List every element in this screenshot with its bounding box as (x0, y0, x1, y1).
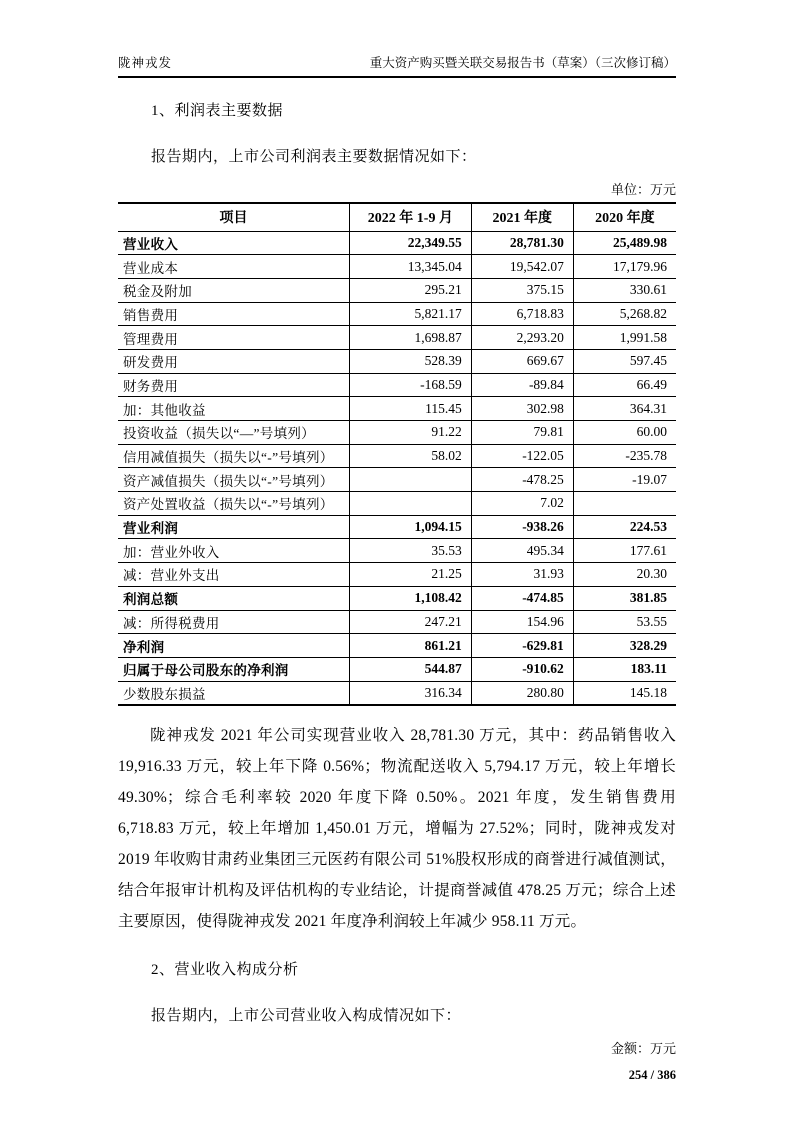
cell-value: 19,542.07 (471, 255, 573, 279)
section-2-intro: 报告期内，上市公司营业收入构成情况如下： (151, 1007, 462, 1024)
table-row (118, 373, 676, 397)
cell-value: -19.07 (573, 468, 676, 492)
cell-value: 861.21 (350, 634, 472, 658)
running-header (118, 53, 676, 78)
cell-value: 177.61 (573, 539, 676, 563)
cell-value: 145.18 (573, 681, 676, 705)
row-label: 销售费用 (118, 302, 350, 326)
cell-value: -89.84 (471, 373, 573, 397)
row-label: 营业收入 (118, 231, 350, 255)
cell-value: 364.31 (573, 397, 676, 421)
row-label: 归属于母公司股东的净利润 (118, 657, 350, 681)
table-row (118, 681, 676, 705)
cell-value (573, 492, 676, 516)
cell-value: 302.98 (471, 397, 573, 421)
row-label: 加：其他收益 (118, 397, 350, 421)
page-number: 254 / 386 (628, 1067, 676, 1082)
section-2-heading: 2、营业收入构成分析 (151, 961, 299, 978)
table-row (118, 634, 676, 658)
section-1-intro: 报告期内，上市公司利润表主要数据情况如下： (151, 149, 477, 165)
cell-value: 295.21 (350, 278, 472, 302)
row-label: 财务费用 (118, 373, 350, 397)
cell-value: 280.80 (471, 681, 573, 705)
cell-value: 544.87 (350, 657, 472, 681)
cell-value: 1,094.15 (350, 515, 472, 539)
table-row (118, 302, 676, 326)
header-document-title: 重大资产购买暨关联交易报告书（草案）（三次修订稿） (369, 56, 676, 70)
cell-value: 183.11 (573, 657, 676, 681)
cell-value: 495.34 (471, 539, 573, 563)
table-row (118, 586, 676, 610)
cell-value: 79.81 (471, 421, 573, 445)
row-label: 减：所得税费用 (118, 610, 350, 634)
cell-value: 375.15 (471, 278, 573, 302)
cell-value: 22,349.55 (350, 231, 472, 255)
cell-value: 5,268.82 (573, 302, 676, 326)
cell-value: -122.05 (471, 444, 573, 468)
table-row (118, 657, 676, 681)
cell-value: 53.55 (573, 610, 676, 634)
cell-value: 1,108.42 (350, 586, 472, 610)
table-unit-note: 单位：万元 (610, 182, 676, 197)
cell-value: -938.26 (471, 515, 573, 539)
cell-value: 247.21 (350, 610, 472, 634)
cell-value: 154.96 (471, 610, 573, 634)
header-company-name: 陇神戎发 (118, 56, 173, 70)
row-label: 加：营业外收入 (118, 539, 350, 563)
cell-value: 31.93 (471, 563, 573, 587)
cell-value: 28,781.30 (471, 231, 573, 255)
cell-value: 528.39 (350, 349, 472, 373)
table-row (118, 515, 676, 539)
cell-value: 328.29 (573, 634, 676, 658)
cell-value (350, 492, 472, 516)
cell-value: 35.53 (350, 539, 472, 563)
cell-value: -474.85 (471, 586, 573, 610)
cell-value: 330.61 (573, 278, 676, 302)
row-label: 营业成本 (118, 255, 350, 279)
cell-value: 58.02 (350, 444, 472, 468)
cell-value: 60.00 (573, 421, 676, 445)
table-row (118, 278, 676, 302)
cell-value: 2,293.20 (471, 326, 573, 350)
row-label: 研发费用 (118, 349, 350, 373)
table-row (118, 539, 676, 563)
table-row (118, 421, 676, 445)
table-body (118, 231, 676, 705)
cell-value: -478.25 (471, 468, 573, 492)
cell-value (350, 468, 472, 492)
income-statement-table (118, 202, 676, 706)
table-header-row (118, 203, 676, 231)
row-label: 投资收益（损失以“—”号填列） (118, 421, 350, 445)
section-1-heading: 1、利润表主要数据 (151, 103, 284, 119)
cell-value: 25,489.98 (573, 231, 676, 255)
cell-value: 17,179.96 (573, 255, 676, 279)
cell-value: -910.62 (471, 657, 573, 681)
row-label: 资产处置收益（损失以“-”号填列） (118, 492, 350, 516)
cell-value: 20.30 (573, 563, 676, 587)
table-row (118, 255, 676, 279)
cell-value: -168.59 (350, 373, 472, 397)
cell-value: 13,345.04 (350, 255, 472, 279)
row-label: 税金及附加 (118, 278, 350, 302)
cell-value: 91.22 (350, 421, 472, 445)
cell-value: 316.34 (350, 681, 472, 705)
table-row (118, 326, 676, 350)
row-label: 少数股东损益 (123, 686, 206, 702)
cell-value: -235.78 (573, 444, 676, 468)
cell-value: 7.02 (471, 492, 573, 516)
table-row (118, 563, 676, 587)
table-row (118, 468, 676, 492)
row-label: 利润总额 (118, 586, 350, 610)
cell-value: 21.25 (350, 563, 472, 587)
cell-value: 669.67 (471, 349, 573, 373)
row-label: 管理费用 (118, 326, 350, 350)
cell-value: 5,821.17 (350, 302, 472, 326)
table-row (118, 610, 676, 634)
column-header: 2020 年度 (573, 203, 676, 231)
table-row (118, 492, 676, 516)
cell-value: 224.53 (573, 515, 676, 539)
row-label: 资产减值损失（损失以“-”号填列） (118, 468, 350, 492)
cell-value: 1,991.58 (573, 326, 676, 350)
column-header: 2022 年 1-9 月 (350, 203, 472, 231)
table-row (118, 349, 676, 373)
column-header: 2021 年度 (471, 203, 573, 231)
page-content (118, 53, 676, 1083)
cell-value: 6,718.83 (471, 302, 573, 326)
cell-value: 381.85 (573, 586, 676, 610)
table-row (118, 444, 676, 468)
cell-value: -629.81 (471, 634, 573, 658)
table-row (118, 397, 676, 421)
amount-unit-note: 金额：万元 (610, 1040, 676, 1056)
row-label: 净利润 (118, 634, 350, 658)
analysis-paragraph: 陇神戎发 2021 年公司实现营业收入 28,781.30 万元，其中：药品销售收入 19,916.33 万元，较上年下降 0.56%；物流配送收入 5,794.17 万元，较上年增长 49.30%；综合毛利率较 2020 年度下降 0.50%。2021 年度，发生销售费用 6,718.83 万元，较上年增加 1,450.01 万元，增幅为 27.52%；同时，陇神戎发对 2019 年收购甘肃药业集团三元医药有限公司 51%股权形成的商誉进行减值测试，结合年报审计机构及评估机构的专业结论，计提商誉减值 478.25 万元；综合上述主要原因，使得陇神戎发 2021 年度净利润较上年减少 958.11 万元。 (118, 726, 676, 930)
row-label: 营业利润 (118, 515, 350, 539)
row-label: 减：营业外支出 (118, 563, 350, 587)
column-header: 项目 (118, 203, 350, 231)
cell-value: 1,698.87 (350, 326, 472, 350)
cell-value: 597.45 (573, 349, 676, 373)
row-label: 信用减值损失（损失以“-”号填列） (118, 444, 350, 468)
table-row (118, 231, 676, 255)
cell-value: 66.49 (573, 373, 676, 397)
cell-value: 115.45 (350, 397, 472, 421)
